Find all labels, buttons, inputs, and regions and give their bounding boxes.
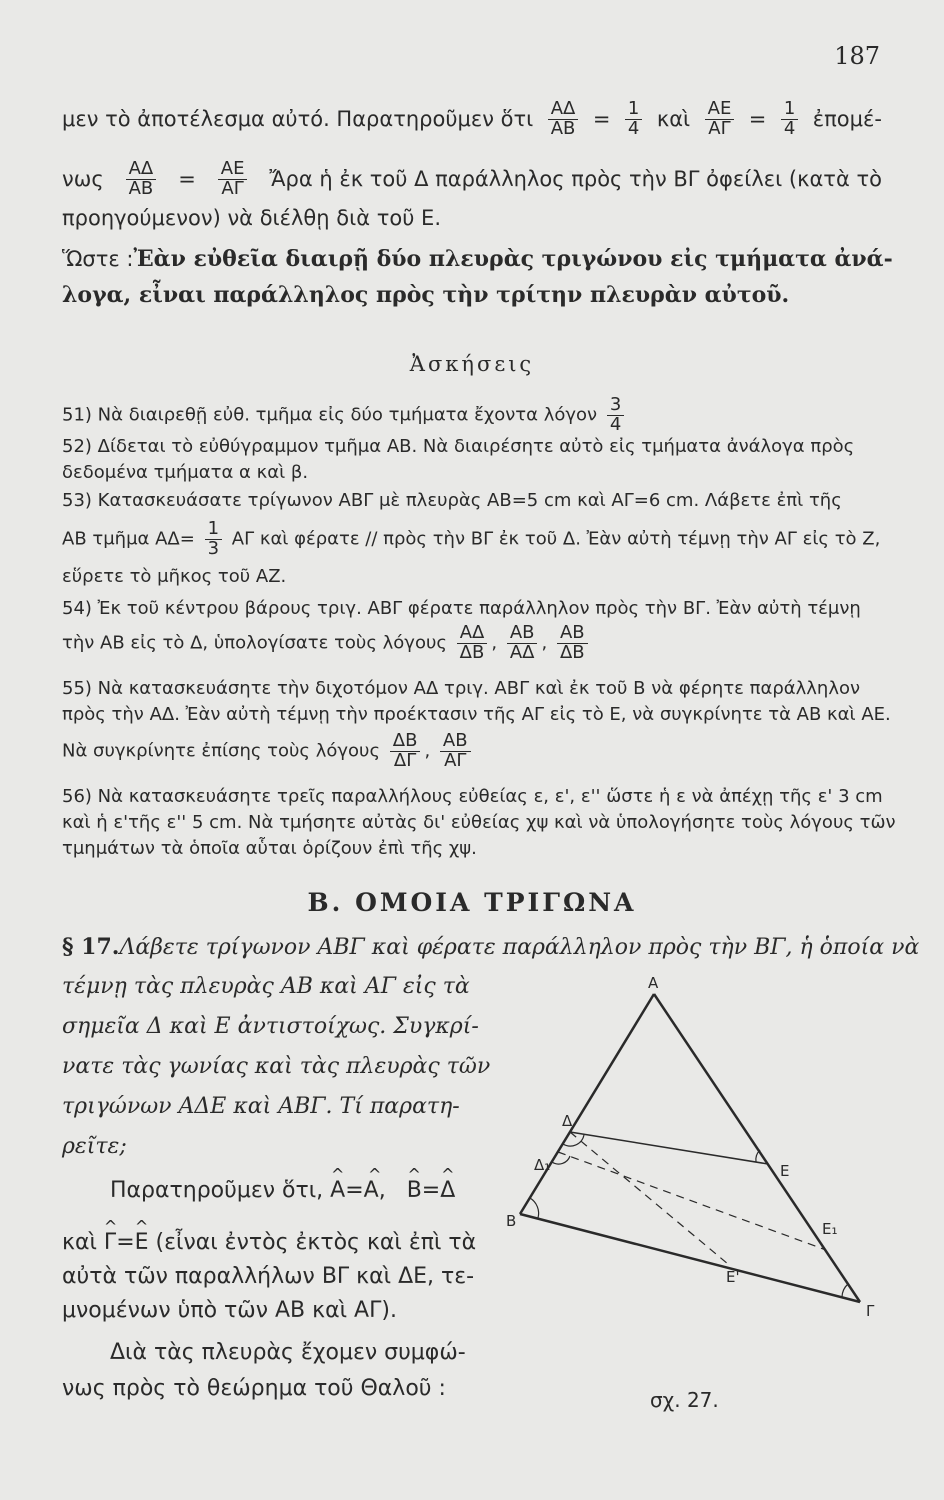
exercise-53-line-2: ΑΒ τμῆμα ΑΔ= $\frac{1}{3}$ ΑΓ καὶ φέρατε // πρὸς τὴν ΒΓ ἐκ τοῦ Δ. Ἐὰν αὐτὴ τέμνῃ τὴν ΑΓ εἰς τὸ Ζ, bbox=[62, 518, 881, 559]
exercise-55-line-2: πρὸς τὴν ΑΔ. Ἐὰν αὐτὴ τέμνῃ τὴν προέκτασιν τῆς ΑΓ εἰς τὸ Ε, νὰ συγκρίνητε τὰ ΑΒ καὶ ΑΕ. bbox=[62, 704, 891, 725]
intro-line-3: προηγούμενον) νὰ διέλθῃ διὰ τοῦ Ε. bbox=[62, 206, 441, 230]
fraction: $\frac{\Delta B}{\Delta\Gamma}$ bbox=[390, 732, 421, 771]
section-title: Β. ΟΜΟΙΑ ΤΡΙΓΩΝΑ bbox=[307, 888, 637, 917]
page-number: 187 bbox=[834, 42, 880, 70]
exercise-56-line-3: τμημάτων τὰ ὁποῖα αὗται ὁρίζουν ἐπὶ τῆς χψ. bbox=[62, 838, 477, 859]
exercise-51: 51) Νὰ διαιρεθῇ εὐθ. τμῆμα εἰς δύο τμήματα ἔχοντα λόγον $\frac{3}{4}$ bbox=[62, 396, 628, 435]
fraction: $\frac{1}{4}$ bbox=[781, 100, 798, 139]
exercise-55-line-1: 55) Νὰ κατασκευάσητε τὴν διχοτόμον ΑΔ τριγ. ΑΒΓ καὶ ἐκ τοῦ Β νὰ φέρητε παράλληλον bbox=[62, 678, 861, 699]
intro-line-2: νως $\frac{A\Delta}{AB}$ = $\frac{AE}{A\Gamma}$ Ἄρα ἡ ἐκ τοῦ Δ παράλληλος πρὸς τὴν ΒΓ ὀφείλει (κατὰ τὸ bbox=[62, 158, 882, 199]
intro-line-1: μεν τὸ ἀποτέλεσμα αὐτό. Παρατηροῦμεν ὅτι $\frac{A\Delta}{AB}$ = $\frac{1}{4}$ καὶ $\frac{AE}{A\Gamma}$ = $\frac{1}{4}$ ἐπομέ- bbox=[62, 98, 882, 139]
fraction: $\frac{AE}{A\Gamma}$ bbox=[218, 160, 248, 199]
section-17-line-1: § 17.Λάβετε τρίγωνον ΑΒΓ καὶ φέρατε παράλληλον πρὸς τὴν ΒΓ, ἡ ὁποία νὰ bbox=[62, 934, 920, 960]
section-17-line-6: ρεῖτε; bbox=[62, 1134, 127, 1159]
exercise-53-line-1: 53) Κατασκευάσατε τρίγωνον ΑΒΓ μὲ πλευρὰς ΑΒ=5 cm καὶ ΑΓ=6 cm. Λάβετε ἐπὶ τῆς bbox=[62, 490, 842, 511]
exercise-55-line-3: Νὰ συγκρίνητε ἐπίσης τοὺς λόγους $\frac{\Delta B}{\Delta\Gamma}$ , $\frac{AB}{A\Gamma}$ bbox=[62, 732, 475, 771]
exercise-54-line-1: 54) Ἐκ τοῦ κέντρου βάρους τριγ. ΑΒΓ φέρατε παράλληλον πρὸς τὴν ΒΓ. Ἐὰν αὐτὴ τέμνῃ bbox=[62, 598, 861, 619]
observation-line-1: Παρατηροῦμεν ὅτι, ^ Α=^ Α, ^ Β=^ Δ bbox=[110, 1180, 455, 1202]
fraction: $\frac{1}{4}$ bbox=[625, 100, 642, 139]
intro-text: μεν τὸ ἀποτέλεσμα αὐτό. Παρατηροῦμεν ὅτι bbox=[62, 106, 534, 131]
fraction: $\frac{AB}{A\Gamma}$ bbox=[440, 732, 471, 771]
theorem-line-1: Ὥστε : Ἐὰν εὐθεῖα διαιρῇ δύο πλευρὰς τριγώνου εἰς τμήματα ἀνά- bbox=[62, 246, 893, 272]
exercise-52-line-2: δεδομένα τμήματα α καὶ β. bbox=[62, 462, 309, 483]
exercise-56-line-2: καὶ ἡ ε'τῆς ε'' 5 cm. Νὰ τμήσητε αὐτὰς δι' εὐθείας χψ καὶ νὰ ὑπολογήσητε τοὺς λόγους τῶν bbox=[62, 812, 896, 833]
fraction: $\frac{1}{3}$ bbox=[205, 520, 222, 559]
observation-line-4: μνομένων ὑπὸ τῶν ΑΒ καὶ ΑΓ). bbox=[62, 1298, 397, 1323]
section-17-line-2: τέμνῃ τὰς πλευρὰς ΑΒ καὶ ΑΓ εἰς τὰ bbox=[62, 974, 470, 999]
angle-arc-b bbox=[530, 1198, 539, 1218]
section-17-line-3: σημεῖα Δ καὶ Ε ἀντιστοίχως. Συγκρί- bbox=[62, 1014, 479, 1039]
observation-line-3: αὐτὰ τῶν παραλλήλων ΒΓ καὶ ΔΕ, τε- bbox=[62, 1264, 475, 1289]
observation-line-5: Διὰ τὰς πλευρὰς ἔχομεν συμφώ- bbox=[110, 1340, 466, 1365]
exercise-56-line-1: 56) Νὰ κατασκευάσητε τρεῖς παραλλήλους εὐθείας ε, ε', ε'' ὥστε ἡ ε νὰ ἀπέχῃ τῆς ε' 3 cm bbox=[62, 786, 883, 807]
fraction: $\frac{3}{4}$ bbox=[607, 396, 624, 435]
angle-arc-g bbox=[842, 1284, 848, 1297]
fraction: $\frac{AB}{A\Delta}$ bbox=[507, 624, 538, 663]
label-g: Γ bbox=[866, 1302, 875, 1320]
label-e1: Ε₁ bbox=[822, 1220, 838, 1238]
observation-line-2: καὶ ^ Γ=^ Ε (εἶναι ἐντὸς ἐκτὸς καὶ ἐπὶ τὰ bbox=[62, 1232, 476, 1254]
label-d: Δ bbox=[562, 1112, 573, 1130]
exercise-54-line-2: τὴν ΑΒ εἰς τὸ Δ, ὑπολογίσατε τοὺς λόγους $\frac{A\Delta}{\Delta B}$ , $\frac{AB}{A\Delta}$ , $\frac{AB}{\Delta B}$ bbox=[62, 624, 592, 663]
theorem-line-2: λογα, εἶναι παράλληλος πρὸς τὴν τρίτην πλευρὰν αὐτοῦ. bbox=[62, 282, 790, 308]
label-d1: Δ₁ bbox=[534, 1156, 551, 1174]
dashed-d-ep bbox=[570, 1132, 728, 1264]
fraction: $\frac{AE}{A\Gamma}$ bbox=[705, 100, 735, 139]
observation-line-6: νως πρὸς τὸ θεώρημα τοῦ Θαλοῦ : bbox=[62, 1376, 446, 1401]
exercise-52-line-1: 52) Δίδεται τὸ εὐθύγραμμον τμῆμα ΑΒ. Νὰ διαιρέσητε αὐτὸ εἰς τμήματα ἀνάλογα πρὸς bbox=[62, 436, 855, 457]
section-17-line-4: νατε τὰς γωνίας καὶ τὰς πλευρὰς τῶν bbox=[62, 1054, 491, 1079]
section-17-line-5: τριγώνων ΑΔΕ καὶ ΑΒΓ. Τί παρατη- bbox=[62, 1094, 460, 1119]
exercises-heading: Ἀσκήσεις bbox=[409, 352, 535, 376]
label-b: Β bbox=[506, 1212, 517, 1230]
fraction: $\frac{A\Delta}{AB}$ bbox=[126, 160, 157, 199]
segment-de bbox=[570, 1132, 768, 1164]
fraction: $\frac{A\Delta}{AB}$ bbox=[548, 100, 579, 139]
exercise-53-line-3: εὕρετε τὸ μῆκος τοῦ ΑΖ. bbox=[62, 566, 287, 587]
label-a: Α bbox=[648, 974, 659, 992]
fraction: $\frac{A\Delta}{\Delta B}$ bbox=[457, 624, 488, 663]
fraction: $\frac{AB}{\Delta B}$ bbox=[557, 624, 588, 663]
section-number: § 17. bbox=[62, 934, 120, 960]
label-e: Ε bbox=[780, 1162, 790, 1180]
figure-caption: σχ. 27. bbox=[650, 1388, 719, 1412]
triangle-figure bbox=[490, 960, 890, 1380]
label-ep: Ε' bbox=[726, 1268, 740, 1286]
side-ab bbox=[520, 994, 654, 1214]
